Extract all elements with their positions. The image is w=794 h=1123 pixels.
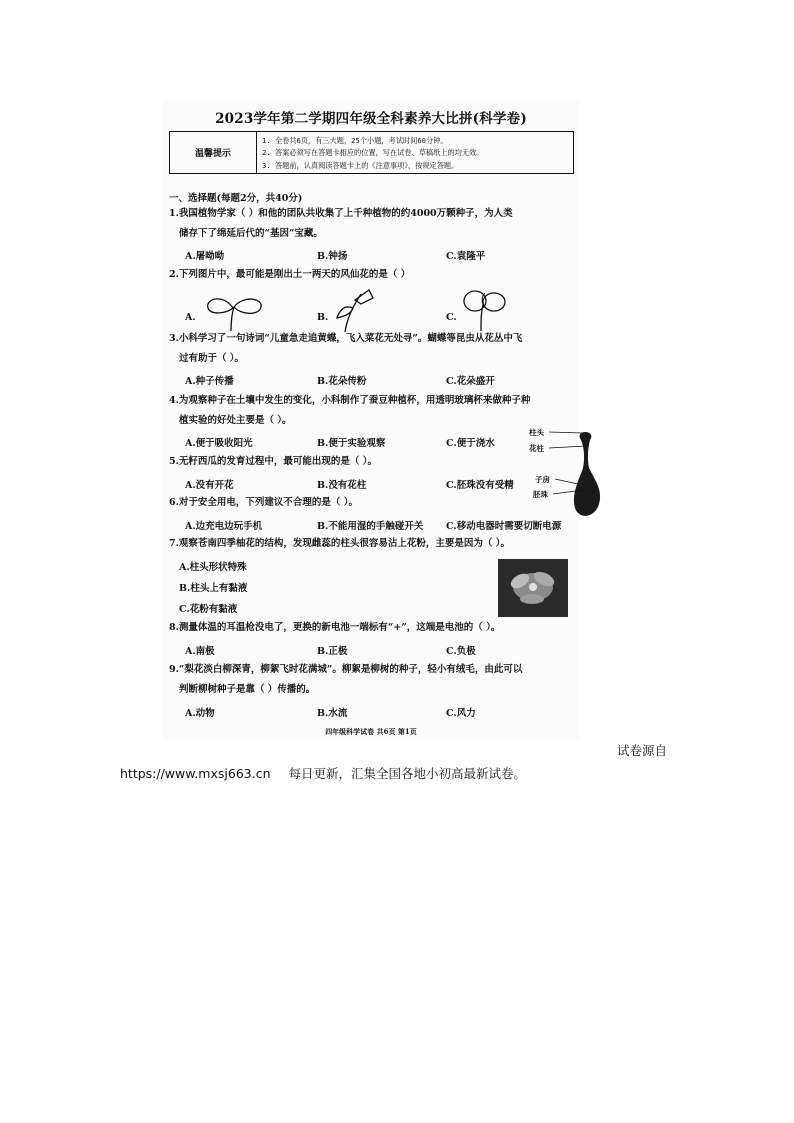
option-a[interactable]: A.动物 — [185, 708, 215, 719]
source-description: 每日更新，汇集全国各地小初高最新试卷。 — [288, 766, 526, 781]
option-c[interactable]: C.袁隆平 — [446, 251, 486, 262]
option-a[interactable]: A.边充电边玩手机 — [185, 521, 263, 532]
source-url-link[interactable]: https://www.mxsj663.cn — [120, 766, 271, 781]
label-leader-lines — [163, 100, 579, 740]
tip-line: 2. 答案必须写在答题卡相应的位置，写在试卷、草稿纸上的均无效。 — [262, 148, 484, 158]
question-text: 7.观察苍南四季柚花的结构，发现雌蕊的柱头很容易沾上花粉，主要是因为（ ）。 — [169, 538, 510, 549]
question-8 — [169, 618, 500, 638]
tip-line: 1. 全卷共6页，有三大题，25个小题，考试时间60分钟。 — [262, 136, 448, 145]
question-text: 植实验的好处主要是（ ）。 — [179, 415, 292, 426]
option-a[interactable]: A.便于吸收阳光 — [185, 438, 253, 449]
question-9 — [169, 660, 522, 700]
option-b[interactable]: B.便于实验观察 — [317, 438, 386, 449]
option-a[interactable]: A. — [185, 312, 196, 323]
option-c[interactable]: C.胚珠没有受精 — [446, 480, 514, 491]
label-ovule: 胚珠 — [533, 490, 548, 499]
option-c[interactable]: C.负极 — [446, 646, 476, 657]
question-text: 过有助于（ ）。 — [179, 353, 245, 364]
question-text: 9.“梨花淡白柳深青，柳絮飞时花满城”。柳絮是柳树的种子，轻小有绒毛，由此可以 — [169, 664, 523, 675]
option-a[interactable]: A.柱头形状特殊 — [179, 562, 247, 573]
option-c[interactable]: C.花朵盛开 — [446, 376, 495, 387]
pomelo-flower-photo — [498, 559, 568, 617]
option-b[interactable]: B.钟扬 — [317, 251, 348, 262]
source-line — [120, 764, 540, 782]
question-text: 判断柳树种子是靠（ ）传播的。 — [179, 684, 316, 695]
exam-title: 2023学年第二学期四年级全科素养大比拼(科学卷) — [215, 111, 527, 127]
option-c[interactable]: C. — [446, 312, 457, 323]
option-c[interactable]: C.便于浇水 — [446, 438, 495, 449]
option-a[interactable]: A.屠呦呦 — [185, 251, 225, 262]
label-ovary: 子房 — [535, 475, 550, 484]
option-b[interactable]: B.不能用湿的手触碰开关 — [317, 521, 424, 532]
option-b[interactable]: B.柱头上有黏液 — [179, 583, 248, 594]
exam-page — [163, 100, 579, 740]
page-footer: 四年级科学试卷 共6页 第1页 — [325, 727, 417, 736]
option-b[interactable]: B.正极 — [317, 646, 348, 657]
label-stigma: 柱头 — [529, 428, 544, 437]
option-b[interactable]: B.水流 — [317, 708, 348, 719]
option-b[interactable]: B.花朵传粉 — [317, 376, 367, 387]
tip-line: 3. 答题前，认真阅读答题卡上的《注意事项》，按规定答题。 — [262, 160, 459, 170]
section-heading: 一、选择题(每题2分，共40分) — [169, 193, 303, 204]
option-c[interactable]: C.花粉有黏液 — [179, 604, 238, 615]
option-a[interactable]: A.没有开花 — [185, 480, 234, 491]
question-text: 8.测量体温的耳温枪没电了，更换的新电池一端标有“+”，这端是电池的（ ）。 — [169, 622, 501, 633]
option-a[interactable]: A.南极 — [185, 646, 215, 657]
option-c[interactable]: C.风力 — [446, 708, 476, 719]
option-c[interactable]: C.移动电器时需要切断电源 — [446, 521, 562, 532]
question-7 — [169, 534, 510, 554]
tips-heading: 温馨提示 — [170, 132, 257, 173]
question-text: 储存下了绵延后代的“基因”宝藏。 — [179, 228, 323, 239]
option-a[interactable]: A.种子传播 — [185, 376, 234, 387]
question-text: 2.下列图片中，最可能是刚出土一两天的风仙花的是（ ） — [169, 269, 411, 280]
question-text: 1.我国植物学家（ ）和他的团队共收集了上千种植物的约4000万颗种子，为人类 — [169, 208, 513, 219]
option-b[interactable]: B.没有花柱 — [317, 480, 367, 491]
source-note: 试卷源自 — [617, 743, 668, 758]
question-text: 6.对于安全用电，下列建议不合理的是（ ）。 — [169, 497, 358, 508]
option-b[interactable]: B. — [317, 312, 329, 323]
label-style: 花柱 — [529, 444, 544, 453]
question-6 — [169, 493, 358, 513]
question-text: 4.为观察种子在土壤中发生的变化，小科制作了蚕豆种植杯，用透明玻璃杯来做种子种 — [169, 395, 531, 406]
question-text: 3.小科学习了一句诗词“儿童急走追黄蝶，飞入菜花无处寻”。蝴蝶等昆虫从花丛中飞 — [169, 333, 523, 344]
question-text: 5.无籽西瓜的发育过程中，最可能出现的是（ ）。 — [169, 456, 377, 467]
